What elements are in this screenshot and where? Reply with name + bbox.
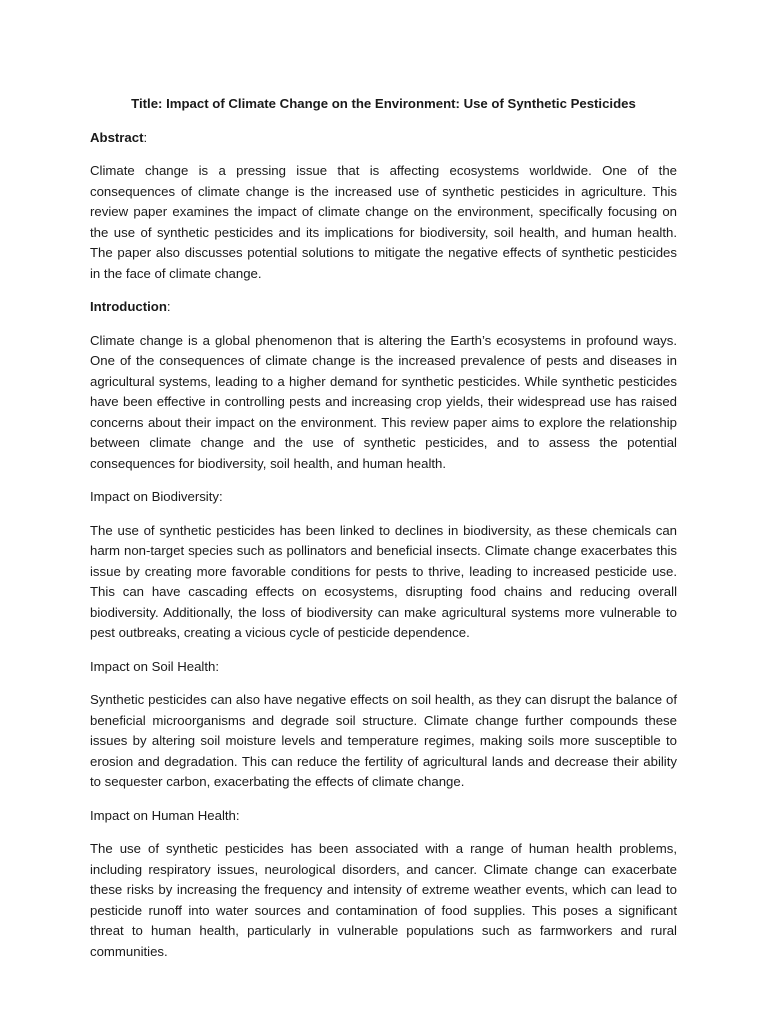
biodiversity-paragraph: The use of synthetic pesticides has been linked to declines in biodiversity, as these chemicals can harm non-target species such as pollinators and beneficial insects. Climate change exacerbates this issue by creating more favorable conditions for pests to thrive, leading to increased pesticide use. This can have cascading effects on ecosystems, disrupting food chains and reducing overall biodiversity. Additionally, the loss of biodiversity can make agricultural systems more vulnerable to pest outbreaks, creating a vicious cycle of pesticide dependence. bbox=[90, 522, 677, 640]
human-health-paragraph: The use of synthetic pesticides has been associated with a range of human health problems, including respiratory issues, neurological disorders, and cancer. Climate change can exacerbate these risks by increasing the frequency and intensity of extreme weather events, which can lead to pesticide runoff into water sources and contamination of food supplies. This poses a significant threat to human health, particularly in vulnerable populations such as farmworkers and rural communities. bbox=[90, 841, 677, 959]
document-title: Title: Impact of Climate Change on the Environment: Use of Synthetic Pesticides bbox=[131, 96, 636, 111]
abstract-paragraph: Climate change is a pressing issue that is affecting ecosystems worldwide. One of the consequences of climate change is the increased use of synthetic pesticides in agriculture. This review paper examines the impact of climate change on the environment, specifically focusing on the use of synthetic pesticides and its implications for biodiversity, soil health, and human health. The paper also discusses potential solutions to mitigate the negative effects of synthetic pesticides in the face of climate change. bbox=[90, 163, 677, 281]
document-page bbox=[90, 94, 677, 975]
biodiversity-heading: Impact on Biodiversity: bbox=[90, 489, 223, 504]
soil-health-paragraph: Synthetic pesticides can also have negative effects on soil health, as they can disrupt the balance of beneficial microorganisms and degrade soil structure. Climate change further compounds these issues by altering soil moisture levels and temperature regimes, making soils more susceptible to erosion and degradation. This can reduce the fertility of agricultural lands and decrease their ability to sequester carbon, exacerbating the effects of climate change. bbox=[90, 692, 677, 789]
introduction-heading: Introduction: bbox=[90, 299, 171, 314]
human-health-heading: Impact on Human Health: bbox=[90, 807, 240, 823]
soil-health-heading: Impact on Soil Health: bbox=[90, 658, 220, 674]
introduction-paragraph: Climate change is a global phenomenon that is altering the Earth’s ecosystems in profound ways. One of the consequences of climate change is the increased prevalence of pests and diseases in agricultural systems, leading to a higher demand for synthetic pesticides. While synthetic pesticides have been effective in controlling pests and increasing crop yields, their widespread use has raised concerns about their impact on the environment. This review paper aims to explore the relationship between climate change and the use of synthetic pesticides, and to assess the potential consequences for biodiversity, soil health, and human health. bbox=[90, 332, 677, 471]
abstract-heading: Abstract: bbox=[90, 129, 148, 145]
abstract-heading-label: Abstract bbox=[90, 129, 144, 145]
introduction-heading-label: Introduction bbox=[90, 299, 167, 314]
